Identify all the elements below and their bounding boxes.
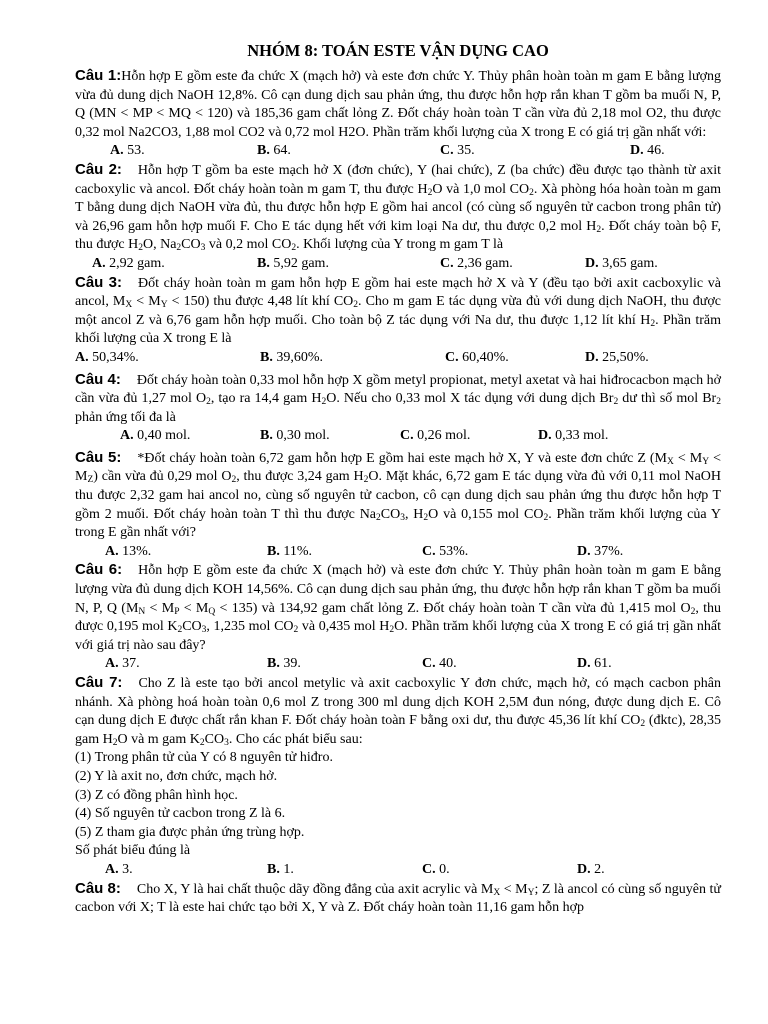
answer-row <box>75 349 721 368</box>
question-6: Câu 6: Hỗn hợp E gồm este đa chức X (mạch hở) và este đơn chức Y. Thủy phân hoàn toàn m gam E bằng lượng vừa đủ dung dịch KOH 14,56%. Cô cạn dung dịch sau phản ứng, thu được hỗn hợp rắn khan T gồm ba muối N, P, Q $(M_N < M_P < M_Q < 135)$ và 134,92 gam chất lỏng Z. Đốt cháy hoàn toàn T cần vừa đủ 1,415 mol $O_2$, thu được 0,195 mol $K_2CO_3$, 1,235 mol $CO_2$ và 0,435 mol $H_2O$. Phần trăm khối lượng của X trong E có giá trị gần nhất với giá trị nào sau đây? <box>75 561 722 653</box>
answer-b[interactable]: B. 5,92 gam. <box>257 255 329 271</box>
question-number: Câu 4: <box>75 370 121 388</box>
answer-row <box>75 861 721 880</box>
question-8: Câu 8: Cho X, Y là hai chất thuộc dãy đồng đẳng của axit acrylic và $M_X < M_Y$; Z là ancol có cùng số nguyên tử cacbon với X; T là este hai chức tạo bởi X, Y và Z. Đốt cháy hoàn toàn 11,16 gam hỗn hợp <box>75 879 721 916</box>
question-number: Câu 6: <box>75 561 123 579</box>
answer-b[interactable]: B. 64. <box>257 143 291 159</box>
statement-5: (5) Z tham gia được phản ứng trùng hợp. <box>75 824 305 840</box>
answer-c[interactable]: C. 35. <box>440 143 475 159</box>
answer-row <box>75 427 721 446</box>
answer-row <box>75 142 721 161</box>
answer-a[interactable]: A. 0,40 mol. <box>120 428 191 444</box>
answer-d[interactable]: D. 37%. <box>577 543 624 559</box>
answer-a[interactable]: A. 3. <box>105 861 133 877</box>
answer-d[interactable]: D. 25,50%. <box>585 349 649 365</box>
question-4: Câu 4: Đốt cháy hoàn toàn 0,33 mol hỗn hợp X gồm metyl propionat, metyl axetat và hai hiđrocacbon mạch hở cần vừa đủ 1,27 mol $O_2$, tạo ra 14,4 gam $H_2O$. Nếu cho 0,33 mol X tác dụng với dung dịch $Br_2$ dư thì số mol $Br_2$ phản ứng tối đa là <box>75 370 721 425</box>
document-page <box>75 40 721 918</box>
answer-c[interactable]: C. 60,40%. <box>445 349 509 365</box>
answer-row <box>75 255 721 274</box>
answer-a[interactable]: A. 37. <box>105 656 140 672</box>
answer-d[interactable]: D. 2. <box>577 861 605 877</box>
answer-c[interactable]: C. 0,26 mol. <box>400 428 471 444</box>
document-title: NHÓM 8: TOÁN ESTE VẬN DỤNG CAO <box>247 41 549 60</box>
question-number: Câu 1: <box>75 67 122 84</box>
answer-row <box>75 655 721 674</box>
answer-c[interactable]: C. 53%. <box>422 543 469 559</box>
answer-a[interactable]: A. 50,34%. <box>75 349 139 365</box>
answer-d[interactable]: D. 3,65 gam. <box>585 255 658 271</box>
answer-b[interactable]: B. 1. <box>267 861 294 877</box>
statement-2: (2) Y là axit no, đơn chức, mạch hở. <box>75 768 278 784</box>
answer-c[interactable]: C. 40. <box>422 656 457 672</box>
question-7: Câu 7: Cho Z là este tạo bởi ancol metylic và axit cacboxylic Y đơn chức, mạch hở, có mạch cacbon phân nhánh. Xà phòng hoá hoàn toàn 0,6 mol Z trong 300 ml dung dịch KOH 2,5M đun nóng, được dung dịch E. Cô cạn dung dịch E được chất rắn khan F. Đốt cháy hoàn toàn F bằng oxi dư, thu được 45,36 lít khí $CO_2$ (đktc), 28,35 gam $H_2O$ và m gam $K_2CO_3$. Cho các phát biểu sau: <box>75 674 721 748</box>
question-prompt: Số phát biểu đúng là <box>75 843 191 859</box>
question-3: Câu 3: Đốt cháy hoàn toàn m gam hỗn hợp E gồm hai este mạch hở X và Y (đều tạo bởi axit cacboxylic và ancol, $M_X < M_Y < 150$) thu được 4,48 lít khí $CO_2$. Cho m gam E tác dụng vừa đủ với dung dịch NaOH, thu được một ancol Z và 6,76 gam hỗn hợp muối. Cho toàn bộ Z tác dụng với Na dư, thu được 1,12 lít khí $H_2$. Phần trăm khối lượng của X trong E là <box>75 273 722 347</box>
answer-a[interactable]: A. 2,92 gam. <box>92 255 165 271</box>
question-number: Câu 2: <box>75 160 122 178</box>
question-2: Câu 2: Hỗn hợp T gồm ba este mạch hở X (đơn chức), Y (hai chức), Z (ba chức) đều được tạo thành từ axit cacboxylic và ancol. Đốt cháy hoàn toàn m gam T, thu được $H_2O$ và 1,0 mol $CO_2$. Xà phòng hóa hoàn toàn m gam T bằng dung dịch NaOH vừa đủ, thu được hỗn hợp E gồm hai ancol (có cùng số nguyên tử cacbon trong phân tử) và 26,96 gam hỗn hợp muối F. Cho E tác dụng hết với kim loại Na dư, thu được 0,2 mol $H_2$. Đốt cháy toàn bộ F, thu được $H_2O$, $Na_2CO_3$ và 0,2 mol $CO_2$. Khối lượng của Y trong m gam T là <box>75 160 722 254</box>
answer-d[interactable]: D. 61. <box>577 656 612 672</box>
question-number: Câu 8: <box>75 879 121 897</box>
answer-d[interactable]: D. 0,33 mol. <box>538 428 609 444</box>
question-number: Câu 3: <box>75 273 122 291</box>
answer-b[interactable]: B. 39,60%. <box>260 349 324 365</box>
question-number: Câu 7: <box>75 674 123 691</box>
statement-1: (1) Trong phân tử của Y có 8 nguyên tử hiđro. <box>75 750 333 766</box>
statement-4: (4) Số nguyên tử cacbon trong Z là 6. <box>75 806 286 822</box>
statement-3: (3) Z có đồng phân hình học. <box>75 787 238 803</box>
question-5: Câu 5: *Đốt cháy hoàn toàn 6,72 gam hỗn hợp E gồm hai este mạch hở X, Y và este đơn chức Z $(M_X < M_Y < M_Z)$ cần vừa đủ 0,29 mol $O_2$, thu được 3,24 gam $H_2O$. Mặt khác, 6,72 gam E tác dụng vừa đủ với 0,11 mol NaOH thu được 2,32 gam hai ancol no, cùng số nguyên tử cacbon, cô cạn dung dịch sau phản ứng thu được hỗn hợp T gồm 2 muối. Đốt cháy hoàn toàn T thì thu được $Na_2CO_3$, $H_2O$ và 0,155 mol $CO_2$. Phần trăm khối lượng của Y trong E gần nhất với? <box>75 448 722 541</box>
answer-b[interactable]: B. 11%. <box>267 543 312 559</box>
answer-b[interactable]: B. 39. <box>267 656 301 672</box>
question-1: Câu 1:Hỗn hợp E gồm este đa chức X (mạch hở) và este đơn chức Y. Thủy phân hoàn toàn m gam E bằng lượng vừa đủ dung dịch NaOH 12,8%. Cô cạn dung dịch sau phản ứng, thu được hỗn hợp rắn khan T gồm ba muối N, P, Q (MN < MP < MQ < 120) và 185,36 gam chất lỏng Z. Đốt cháy hoàn toàn T cần vừa đủ 2,18 mol O2, thu được 0,32 mol Na2CO3, 1,88 mol CO2 và 0,72 mol H2O. Phần trăm khối lượng của X trong E có giá trị gần nhất với: <box>75 67 722 140</box>
answer-a[interactable]: A. 53. <box>110 143 145 159</box>
answer-row <box>75 543 721 562</box>
answer-b[interactable]: B. 0,30 mol. <box>260 428 330 444</box>
question-number: Câu 5: <box>75 448 122 466</box>
answer-c[interactable]: C. 2,36 gam. <box>440 255 513 271</box>
answer-c[interactable]: C. 0. <box>422 861 450 877</box>
answer-d[interactable]: D. 46. <box>630 143 665 159</box>
answer-a[interactable]: A. 13%. <box>105 543 152 559</box>
